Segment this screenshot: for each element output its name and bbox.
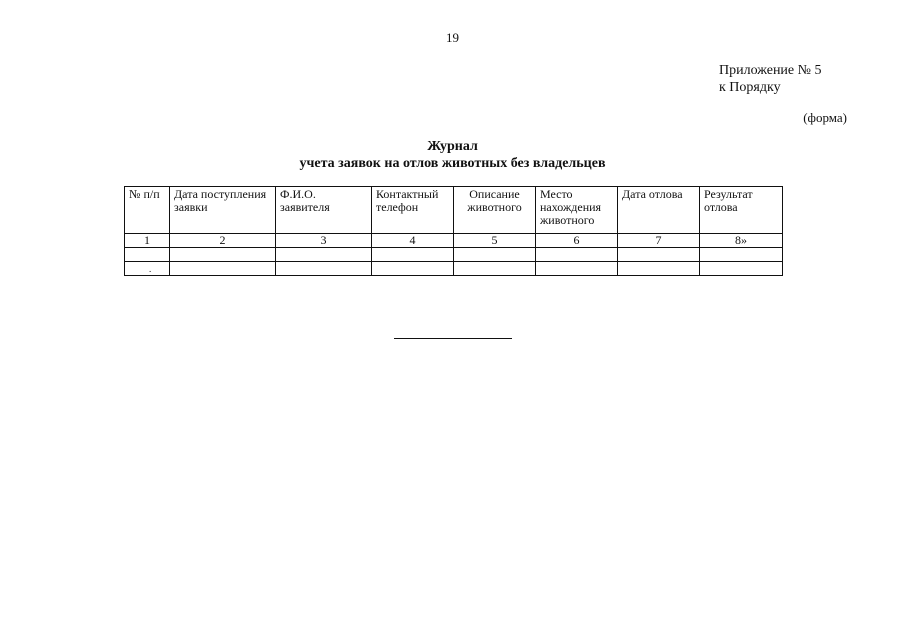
table-cell: [700, 262, 783, 276]
column-number: 8»: [700, 234, 783, 248]
table-cell: [454, 248, 536, 262]
table-cell: [372, 262, 454, 276]
header-cell-number: № п/п: [125, 187, 170, 234]
header-cell-applicant-name: Ф.И.О. заявителя: [276, 187, 372, 234]
header-cell-capture-result: Результат отлова: [700, 187, 783, 234]
column-number: 4: [372, 234, 454, 248]
table-cell: [125, 248, 170, 262]
table-cell: [170, 262, 276, 276]
column-number: 5: [454, 234, 536, 248]
table-cell: [454, 262, 536, 276]
header-cell-phone: Контактный телефон: [372, 187, 454, 234]
title-line-2: учета заявок на отлов животных без владельцев: [299, 156, 606, 171]
table-cell: [276, 248, 372, 262]
table-cell: [125, 262, 170, 276]
table-cell: [170, 248, 276, 262]
column-number-row: [125, 234, 783, 248]
table-cell: [276, 262, 372, 276]
journal-table: [124, 186, 783, 276]
header-cell-request-date: Дата поступления заявки: [170, 187, 276, 234]
bottom-separator-line: [394, 338, 512, 339]
column-number: 2: [170, 234, 276, 248]
form-note: (форма): [803, 110, 847, 125]
header-cell-animal-description: Описание животного: [454, 187, 536, 234]
document-title: [0, 138, 905, 172]
table-cell: [536, 248, 618, 262]
header-cell-capture-date: Дата отлова: [618, 187, 700, 234]
table-cell: [372, 248, 454, 262]
table-row-empty: [125, 248, 783, 262]
column-number: 1: [125, 234, 170, 248]
table-cell: [700, 248, 783, 262]
title-line-1: Журнал: [427, 139, 478, 154]
appendix-line-1: Приложение № 5: [719, 63, 822, 78]
appendix-line-2: к Порядку: [719, 80, 781, 95]
header-cell-animal-location: Место нахождения животного: [536, 187, 618, 234]
appendix-reference: [719, 62, 822, 96]
table-cell: [618, 262, 700, 276]
column-number: 6: [536, 234, 618, 248]
page-number: 19: [446, 30, 459, 45]
table-cell: [536, 262, 618, 276]
stray-mark: .: [149, 264, 152, 274]
column-number: 7: [618, 234, 700, 248]
column-number: 3: [276, 234, 372, 248]
table-header-row: [125, 187, 783, 234]
table-cell: [618, 248, 700, 262]
table-row-empty: [125, 262, 783, 276]
